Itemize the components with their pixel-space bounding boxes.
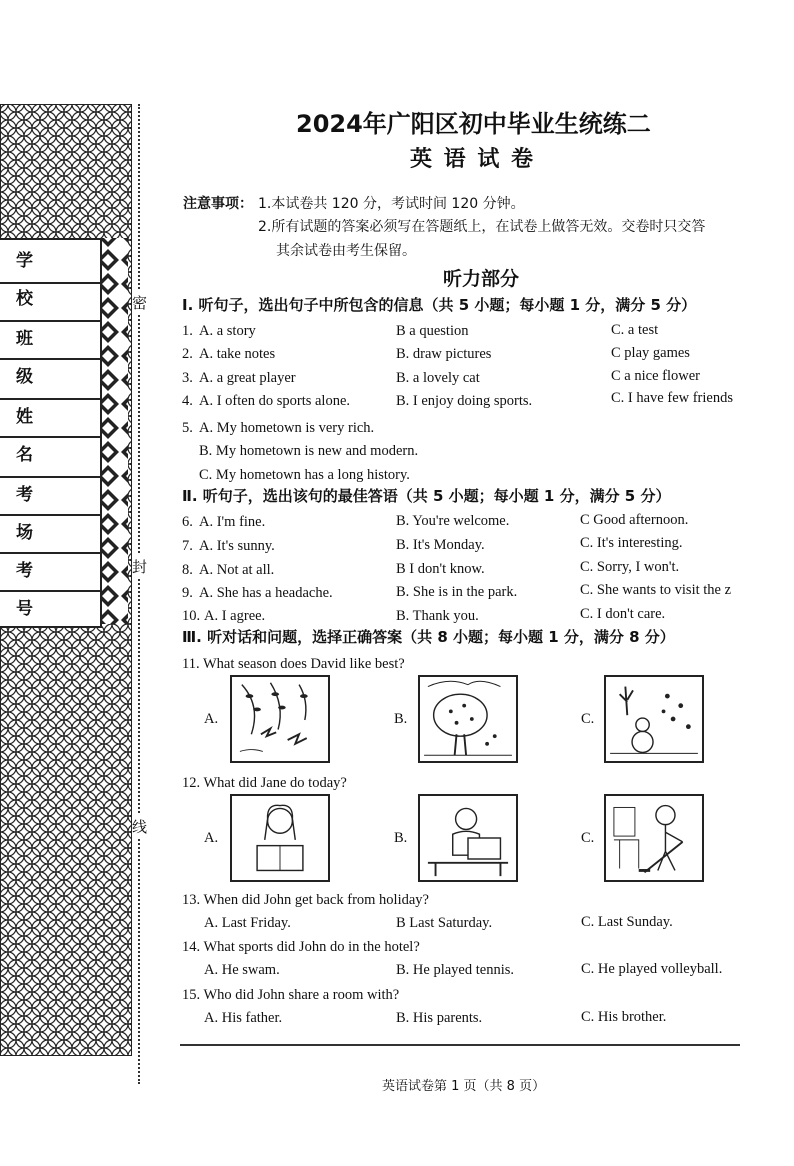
q11-label-c: C. (581, 711, 595, 727)
q13-option-a: A. Last Friday. (204, 915, 291, 931)
q5-option-b: B. My hometown is new and modern. (199, 443, 419, 459)
q13-option-c: C. Last Sunday. (581, 914, 673, 930)
autumn-tree-picture[interactable] (418, 675, 518, 763)
q7-option-a: A. It's sunny. (199, 538, 275, 554)
q4-option-c: C. I have few friends (611, 390, 733, 406)
q10-number: 10. (182, 608, 201, 624)
q12-question: 12. What did Jane do today? (182, 775, 347, 791)
seal-mark-mi: 密 (132, 290, 147, 315)
field-exam-room: 考 场 (16, 485, 51, 543)
part2-heading: Ⅱ. 听句子，选出该句的最佳答语（共 5 小题；每小题 1 分，满分 5 分） (182, 487, 671, 505)
boy-sweeping-picture[interactable] (604, 794, 704, 882)
page-footer: 英语试卷第 1 页（共 8 页） (382, 1079, 546, 1094)
q13-question: 13. When did John get back from holiday? (182, 892, 429, 908)
q15-question: 15. Who did John share a room with? (182, 987, 400, 1003)
q2-option-a: A. take notes (199, 346, 276, 362)
field-exam-number: 考 号 (16, 561, 51, 619)
q9-option-a: A. She has a headache. (199, 585, 333, 601)
notice-item-2: 2.所有试题的答案必须写在答题纸上，在试卷上做答无效。交卷时只交答 (258, 219, 706, 235)
field-name: 姓 名 (16, 407, 51, 465)
exam-title: 2024年广阳区初中毕业生统练二 (296, 110, 651, 138)
q14-question: 14. What sports did John do in the hotel? (182, 939, 420, 955)
q6-number: 6. (182, 514, 193, 530)
q5-option-a: A. My hometown is very rich. (199, 420, 375, 436)
q1-option-b: B a question (396, 323, 469, 339)
boy-computer-picture[interactable] (418, 794, 518, 882)
exam-subtitle: 英 语 试 卷 (410, 147, 535, 172)
q1-option-c: C. a test (611, 322, 659, 338)
q5-option-c: C. My hometown has a long history. (199, 467, 410, 483)
q4-option-a: A. I often do sports alone. (199, 393, 351, 409)
q6-option-a: A. I'm fine. (199, 514, 266, 530)
q4-number: 4. (182, 393, 193, 409)
q3-option-c: C a nice flower (611, 368, 700, 384)
seal-mark-xian: 线 (132, 814, 147, 839)
q12-label-b: B. (394, 830, 408, 846)
q3-option-b: B. a lovely cat (396, 370, 480, 386)
part1-heading: Ⅰ. 听句子，选出句子中所包含的信息（共 5 小题；每小题 1 分，满分 5 分） (182, 296, 697, 314)
q8-number: 8. (182, 562, 193, 578)
q2-number: 2. (182, 346, 193, 362)
q12-label-a: A. (204, 830, 219, 846)
q5-number: 5. (182, 420, 193, 436)
q6-option-b: B. You're welcome. (396, 513, 510, 529)
q15-option-a: A. His father. (204, 1010, 283, 1026)
q11-question: 11. What season does David like best? (182, 656, 405, 672)
q10-option-c: C. I don't care. (580, 606, 666, 622)
part3-heading: Ⅲ. 听对话和问题，选择正确答案（共 8 小题；每小题 1 分，满分 8 分） (182, 628, 675, 646)
q9-option-c: C. She wants to visit the z (580, 582, 732, 598)
seal-mark-feng: 封 (132, 554, 147, 579)
q14-option-c: C. He played volleyball. (581, 961, 723, 977)
q7-number: 7. (182, 538, 193, 554)
notice-item-2-cont: 其余试卷由考生保留。 (276, 243, 416, 259)
q8-option-a: A. Not at all. (199, 562, 275, 578)
q9-number: 9. (182, 585, 193, 601)
notice-item-1: 1.本试卷共 120 分，考试时间 120 分钟。 (258, 196, 525, 212)
field-class: 班 级 (16, 329, 51, 387)
notice-label: 注意事项： (183, 196, 253, 212)
q13-option-b: B Last Saturday. (396, 915, 493, 931)
q10-option-a: A. I agree. (204, 608, 266, 624)
q11-label-a: A. (204, 711, 219, 727)
q7-option-c: C. It's interesting. (580, 535, 683, 551)
q3-number: 3. (182, 370, 193, 386)
q14-option-a: A. He swam. (204, 962, 280, 978)
bottom-divider (180, 1044, 740, 1046)
q6-option-c: C Good afternoon. (580, 512, 689, 528)
q1-number: 1. (182, 323, 193, 339)
q4-option-b: B. I enjoy doing sports. (396, 393, 533, 409)
winter-snowman-picture[interactable] (604, 675, 704, 763)
q1-option-a: A. a story (199, 323, 256, 339)
field-school: 学 校 (16, 251, 51, 309)
q10-option-b: B. Thank you. (396, 608, 479, 624)
q14-option-b: B. He played tennis. (396, 962, 514, 978)
q2-option-c: C play games (611, 345, 690, 361)
q12-label-c: C. (581, 830, 595, 846)
q9-option-b: B. She is in the park. (396, 584, 518, 600)
student-info-box (0, 238, 102, 628)
q3-option-a: A. a great player (199, 370, 296, 386)
listening-section-title: 听力部分 (443, 268, 520, 290)
seal-tear-line (138, 104, 140, 1084)
q7-option-b: B. It's Monday. (396, 537, 485, 553)
q8-option-c: C. Sorry, I won't. (580, 559, 680, 575)
spring-swallows-picture[interactable] (230, 675, 330, 763)
q2-option-b: B. draw pictures (396, 346, 492, 362)
q11-label-b: B. (394, 711, 408, 727)
q15-option-c: C. His brother. (581, 1009, 667, 1025)
q8-option-b: B I don't know. (396, 561, 485, 577)
q15-option-b: B. His parents. (396, 1010, 483, 1026)
girl-reading-picture[interactable] (230, 794, 330, 882)
